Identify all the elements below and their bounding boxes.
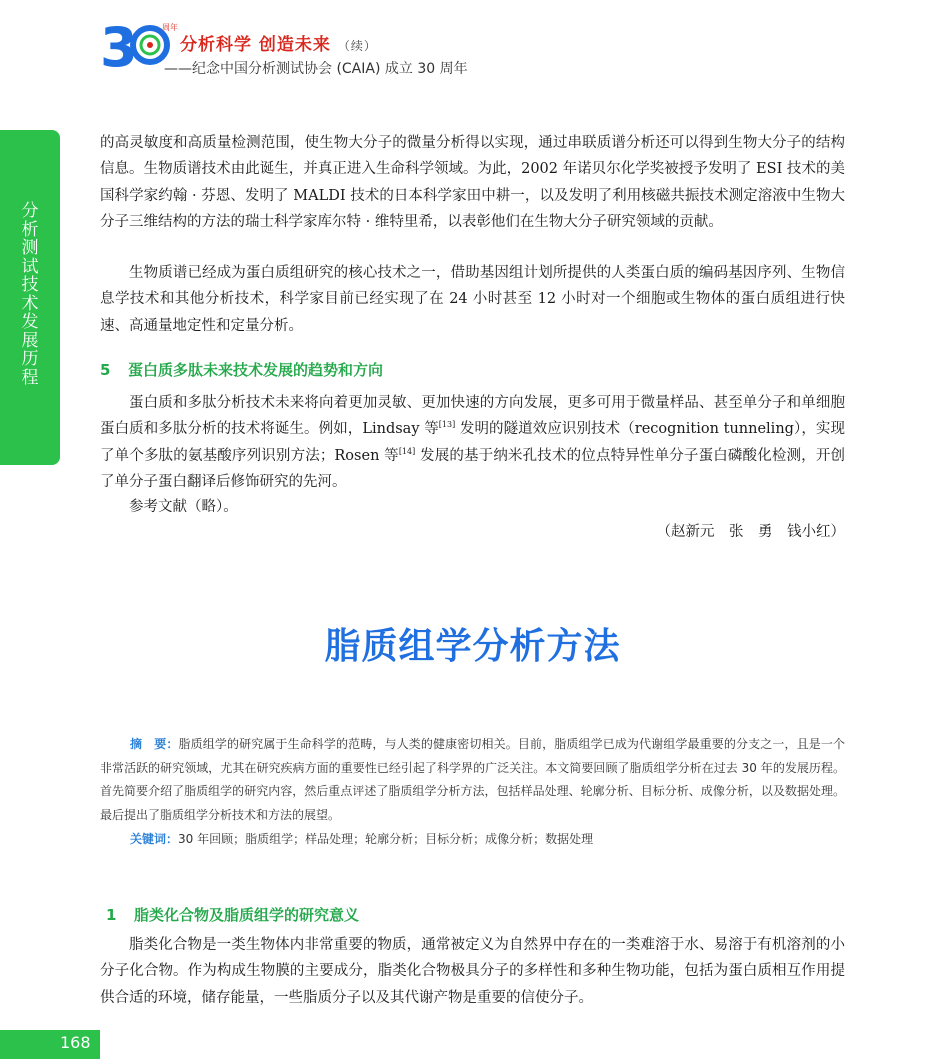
- section-heading-5: [100, 359, 383, 380]
- side-tab-char: 历: [21, 349, 39, 369]
- header-subtitle: ——纪念中国分析测试协会 (CAIA) 成立 30 周年: [164, 61, 468, 77]
- abstract-label: 摘 要：: [130, 737, 179, 751]
- paragraph-future-trends: [100, 390, 845, 495]
- section-heading-1: [106, 904, 359, 925]
- keywords: [100, 830, 845, 847]
- paragraph-mass-spec-history: 的高灵敏度和高质量检测范围，使生物大分子的微量分析得以实现，通过串联质谱分析还可以得到生物大分子的结构信息。生物质谱技术由此诞生，并真正进入生命科学领域。为此，2002 年诺贝尔化学奖被授予发明了 ESI 技术的美国科学家约翰 · 芬恩、发明了 MALDI 技术的日本科学家田中耕一，以及发明了利用核磁共振技术测定溶液中生物大分子三维结构的方法的瑞士科学家库尔特 · 维特里希，以表彰他们在生物大分子研究领域的贡献。: [100, 135, 845, 230]
- header-slogan: [180, 30, 377, 55]
- page-header: [100, 18, 560, 80]
- citation-14[interactable]: [14]: [398, 446, 416, 456]
- side-tab-char: 展: [21, 330, 39, 351]
- side-tab-char: 试: [21, 256, 39, 277]
- section-number: 1: [106, 906, 117, 924]
- page-number: 168: [60, 1033, 91, 1052]
- text-run: 发展的基于纳米孔技术的位点特异性单分子蛋白磷酸化检测，开创了单分子蛋白翻译后修饰研究的先河。: [100, 447, 846, 490]
- side-tab-char: 程: [21, 367, 39, 388]
- text-run: 蛋白质和多肽分析技术未来将向着更加灵敏、更加快速的方向发展，更多可用于微量样品、甚至单分子和单细胞蛋白质和多肽分析的技术将诞生。例如，Lindsay 等: [100, 395, 845, 438]
- side-tab-char: 析: [21, 219, 39, 240]
- section-title: 蛋白质多肽未来技术发展的趋势和方向: [128, 361, 384, 379]
- paragraph-proteomics-core: 生物质谱已经成为蛋白质组研究的核心技术之一，借助基因组计划所提供的人类蛋白质的编码基因序列、生物信息学技术和其他分析技术，科学家目前已经实现了在 24 小时甚至 12 小时对一个细胞或生物体的蛋白质组进行快速、高通量地定性和定量分析。: [100, 265, 845, 334]
- article-title: 脂质组学分析方法: [324, 626, 621, 667]
- section-number: 5: [100, 361, 111, 379]
- slogan-continued: （续）: [337, 39, 377, 53]
- citation-13[interactable]: [13]: [438, 420, 456, 430]
- references-note: 参考文献（略）。: [129, 499, 238, 515]
- side-tab-char: 测: [21, 238, 39, 258]
- section-title: 脂类化合物及脂质组学的研究意义: [134, 906, 360, 924]
- abstract-text: 脂质组学的研究属于生命科学的范畴，与人类的健康密切相关。目前，脂质组学已成为代谢组学最重要的分支之一，且是一个非常活跃的研究领域，尤其在研究疾病方面的重要性已经引起了科学界的广泛关注。本文简要回顾了脂质组学分析在过去 30 年的发展历程。首先简要介绍了脂质组学的研究内容，然后重点评述了脂质组学分析方法，包括样品处理、轮廓分析、目标分析、成像分析，以及数据处理。最后提出了脂质组学分析技术和方法的展望。: [100, 737, 845, 822]
- paragraph-lipids-intro: 脂类化合物是一类生物体内非常重要的物质，通常被定义为自然界中存在的一类难溶于水、易溶于有机溶剂的小分子化合物。作为构成生物膜的主要成分，脂类化合物极具分子的多样性和多种生物功能，包括为蛋白质相互作用提供合适的环境，储存能量，一些脂质分子以及其代谢产物是重要的信使分子。: [100, 937, 845, 1006]
- article-authors: （赵新元 张 勇 钱小红）: [656, 524, 845, 540]
- side-tab-char: 术: [21, 293, 39, 314]
- text-run: 发明的隧道效应识别技术（recognition tunneling），实现了单个多肽的氨基酸序列识别方法；Rosen 等: [100, 421, 845, 464]
- chapter-side-tab-label: [0, 202, 60, 387]
- side-tab-char: 技: [21, 275, 39, 295]
- side-tab-char: 发: [21, 312, 39, 332]
- logo-anniversary-label: 周年: [162, 23, 178, 32]
- keywords-text: 30 年回顾；脂质组学；样品处理；轮廓分析；目标分析；成像分析；数据处理: [178, 832, 594, 846]
- abstract: [100, 733, 845, 827]
- side-tab-char: 分: [21, 201, 39, 221]
- svg-text:3: 3: [100, 18, 138, 74]
- keywords-label: 关键词：: [130, 832, 179, 846]
- slogan-text: 分析科学 创造未来: [180, 35, 331, 55]
